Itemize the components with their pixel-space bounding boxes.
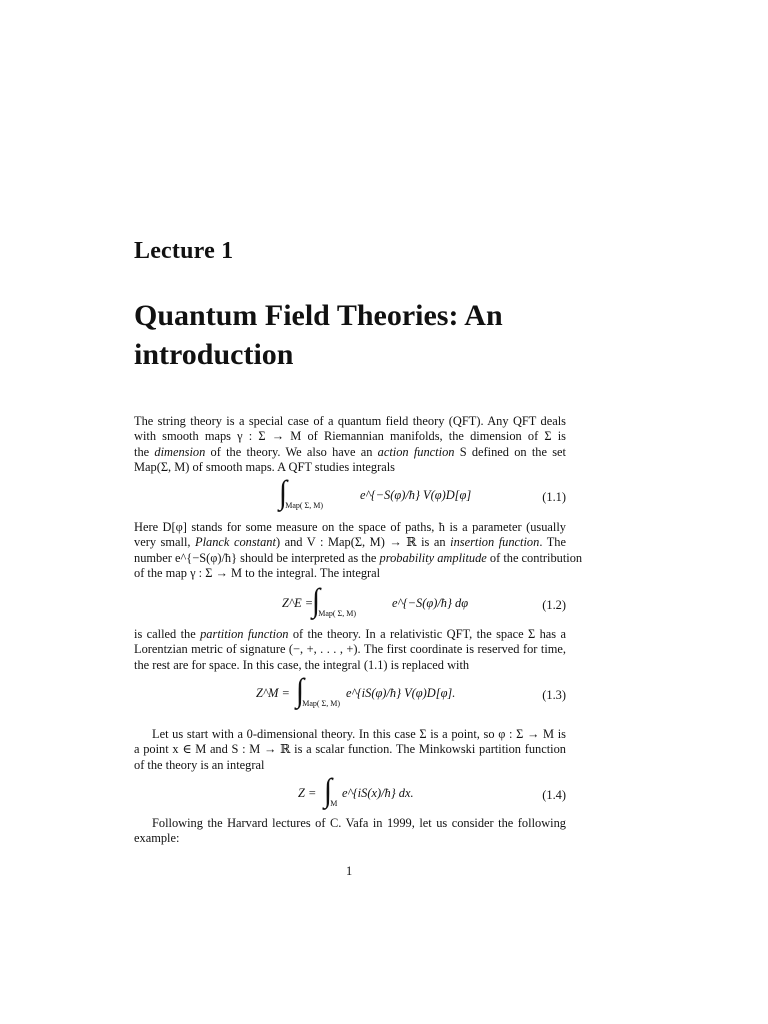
text-line: very small, Planck constant) and V : Map(Σ, M) → ℝ is an insertion function. The (134, 535, 566, 550)
paragraph-vafa (134, 816, 566, 847)
integral-sign: ∫ (312, 582, 321, 619)
page-number: 1 (346, 864, 353, 878)
term-planck-constant: Planck constant (195, 535, 276, 550)
paragraph-zero-dim (134, 727, 566, 773)
term-dimension: dimension (154, 444, 206, 459)
integral-domain: Map( Σ, M) (318, 608, 356, 618)
equation-body: e^{iS(x)/ħ} dx. (342, 786, 414, 800)
text-line: Map(Σ, M) of smooth maps. A QFT studies integrals (134, 460, 395, 475)
integral-sign: ∫ (324, 772, 333, 809)
equation-body: e^{−S(φ)/ħ} V(φ)D[φ] (360, 488, 472, 502)
equation-number: (1.1) (542, 490, 566, 504)
integral-sign: ∫ (279, 474, 288, 511)
equation-1-3 (134, 672, 566, 716)
term-partition-function: partition function (200, 627, 289, 641)
integral-domain: Map( Σ, M) (302, 698, 340, 708)
equation-lhs: Z^E = (282, 596, 314, 610)
text-line: the rest are for space. In this case, the integral (1.1) is replaced with (134, 657, 470, 672)
term-probability-amplitude: probability amplitude (379, 550, 487, 565)
text-line: Lorentzian metric of signature (−, +, . . . , +). The first coordinate is reserved for time, (134, 642, 566, 657)
text-line: number e^{−S(φ)/ħ} should be interpreted as the probability amplitude of the contribution (134, 550, 583, 565)
text-line: is called the partition function of the theory. In a relativistic QFT, the space Σ has a (134, 627, 566, 641)
text-line: example: (134, 831, 180, 846)
equation-1-2 (134, 582, 566, 626)
text-line: of the map γ : Σ → M to the integral. The integral (134, 566, 381, 581)
equation-number: (1.2) (542, 598, 566, 612)
text-line: with smooth maps γ : Σ → M of Riemannian manifolds, the dimension of Σ is (134, 429, 566, 444)
paragraph-intro (134, 414, 566, 476)
lecture-label: Lecture 1 (134, 238, 234, 264)
equation-1-1 (134, 474, 566, 518)
text-line: Here D[φ] stands for some measure on the space of paths, ħ is a parameter (usually (134, 520, 566, 534)
text-line: Following the Harvard lectures of C. Vafa in 1999, let us consider the following (152, 816, 566, 830)
text-line: the dimension of the theory. We also have an action function S defined on the set (134, 444, 566, 459)
equation-number: (1.4) (542, 788, 566, 802)
integral-domain: M (330, 798, 338, 808)
paragraph-definitions (134, 520, 583, 582)
text-line: of the theory is an integral (134, 757, 265, 772)
equation-1-4 (134, 772, 566, 816)
text-line: Let us start with a 0-dimensional theory. In this case Σ is a point, so φ : Σ → M is (152, 727, 566, 741)
text-line: The string theory is a special case of a quantum field theory (QFT). Any QFT deals (134, 414, 566, 428)
chapter-title-line-2: introduction (134, 338, 294, 371)
term-insertion-function: insertion function (450, 535, 540, 550)
equation-body: e^{iS(φ)/ħ} V(φ)D[φ]. (346, 686, 456, 700)
paragraph-partition (134, 627, 566, 673)
equation-body: e^{−S(φ)/ħ} dφ (392, 596, 469, 610)
term-action-function: action function (377, 444, 455, 459)
chapter-title-line-1: Quantum Field Theories: An (134, 299, 503, 332)
integral-sign: ∫ (296, 672, 305, 709)
text-line: a point x ∈ M and S : M → ℝ is a scalar function. The Minkowski partition function (134, 742, 566, 757)
equation-number: (1.3) (542, 688, 566, 702)
equation-lhs: Z = (298, 786, 317, 800)
chapter-title (134, 296, 566, 374)
integral-domain: Map( Σ, M) (285, 500, 323, 510)
equation-lhs: Z^M = (256, 686, 290, 700)
